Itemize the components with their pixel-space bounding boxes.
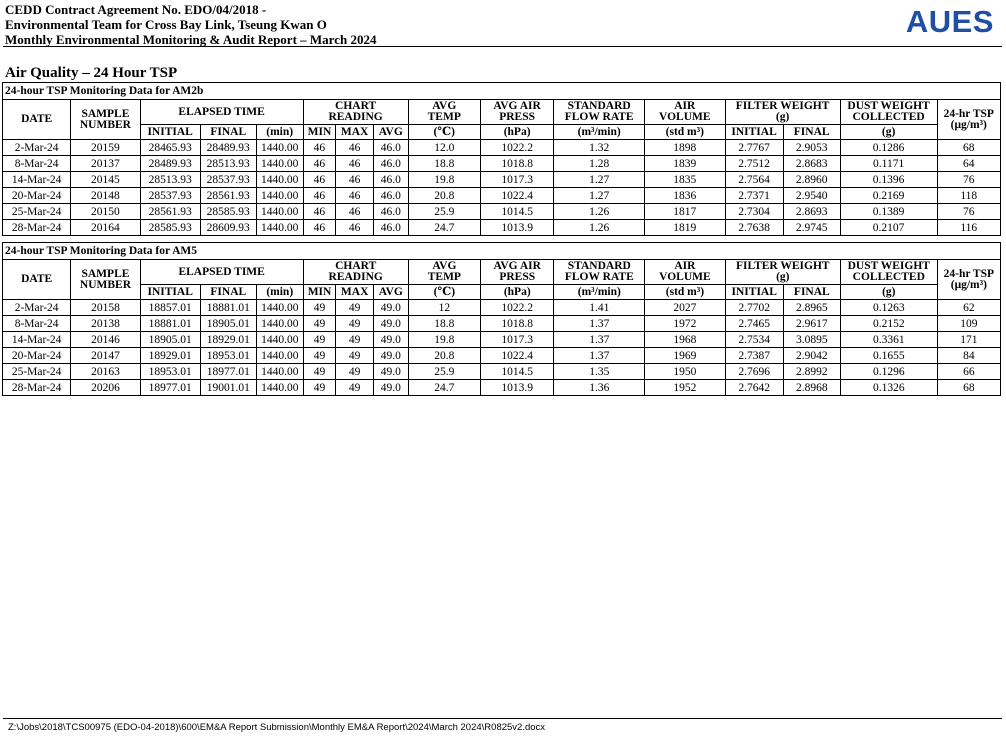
col-date: DATE <box>3 260 71 300</box>
table-row <box>3 188 1001 204</box>
col-press-unit: (hPa) <box>481 285 554 300</box>
table-row <box>3 348 1001 364</box>
col-filter-weight: FILTER WEIGHT (g) <box>725 100 840 125</box>
col-avg: AVG <box>374 285 409 300</box>
table-cell: 20158 <box>71 300 140 316</box>
table-cell: 1.27 <box>554 172 645 188</box>
table-cell: 1.37 <box>554 316 645 332</box>
table-cell: 1968 <box>645 332 726 348</box>
table-cell: 1022.2 <box>481 300 554 316</box>
col-min: MIN <box>303 285 336 300</box>
table-cell: 49.0 <box>374 348 409 364</box>
col-temp-unit: (℃) <box>408 125 480 140</box>
table-row <box>3 172 1001 188</box>
table-cell: 1440.00 <box>256 380 303 396</box>
table-cell: 28609.93 <box>200 220 256 236</box>
table-cell: 46 <box>303 204 336 220</box>
table-cell: 49 <box>336 364 374 380</box>
col-sample-number: SAMPLE NUMBER <box>71 260 140 300</box>
table-cell: 20147 <box>71 348 140 364</box>
table-row <box>3 364 1001 380</box>
table-cell: 28585.93 <box>140 220 200 236</box>
table-cell: 171 <box>937 332 1000 348</box>
table-cell: 1014.5 <box>481 364 554 380</box>
table-cell: 28-Mar-24 <box>3 220 71 236</box>
table-cell: 49 <box>303 364 336 380</box>
table-cell: 46 <box>336 204 374 220</box>
table-cell: 18977.01 <box>200 364 256 380</box>
table-cell: 46 <box>303 156 336 172</box>
table-cell: 19.8 <box>408 172 480 188</box>
table-cell: 0.1296 <box>840 364 937 380</box>
table-cell: 2.7387 <box>725 348 783 364</box>
col-final: FINAL <box>200 125 256 140</box>
table-cell: 1836 <box>645 188 726 204</box>
table-cell: 8-Mar-24 <box>3 316 71 332</box>
table-cell: 20-Mar-24 <box>3 188 71 204</box>
table-cell: 1.27 <box>554 188 645 204</box>
file-path-footer: Z:\Jobs\2018\TCS00975 (EDO-04-2018)\600\EM&A Report Submission\Monthly EM&A Report\2024\March 2024\R0825v2.docx <box>8 722 546 733</box>
table-cell: 20.8 <box>408 348 480 364</box>
col-standard-flow-rate: STANDARD FLOW RATE <box>554 260 645 285</box>
table-cell: 1014.5 <box>480 204 553 220</box>
table-cell: 1950 <box>645 364 726 380</box>
table-cell: 66 <box>937 364 1000 380</box>
table-cell: 28585.93 <box>200 204 256 220</box>
table-cell: 0.1326 <box>840 380 937 396</box>
col-dust-weight: DUST WEIGHT COLLECTED <box>840 100 937 125</box>
table-row <box>3 332 1001 348</box>
table-cell: 68 <box>937 380 1000 396</box>
table-cell: 1440.00 <box>256 364 303 380</box>
table-cell: 46 <box>303 188 336 204</box>
table-cell: 2.8683 <box>783 156 840 172</box>
table-cell: 20145 <box>71 172 140 188</box>
table-cell: 20206 <box>71 380 140 396</box>
table-cell: 2.7767 <box>725 140 783 156</box>
tsp-table-1 <box>2 82 1001 236</box>
table-cell: 1.36 <box>554 380 645 396</box>
table-cell: 1017.3 <box>481 332 554 348</box>
table-cell: 118 <box>937 188 1000 204</box>
table-cell: 2.8960 <box>783 172 840 188</box>
table-cell: 28537.93 <box>200 172 256 188</box>
table-cell: 19.8 <box>408 332 480 348</box>
table-cell: 2.9042 <box>783 348 840 364</box>
table-cell: 24.7 <box>408 380 480 396</box>
col-chart-reading: CHART READING <box>303 100 408 125</box>
table-cell: 20163 <box>71 364 140 380</box>
table-cell: 2.7534 <box>725 332 783 348</box>
col-vol-unit: (std m³) <box>645 125 726 140</box>
table-cell: 46 <box>336 140 374 156</box>
table-cell: 28513.93 <box>140 172 200 188</box>
col-standard-flow-rate: STANDARD FLOW RATE <box>554 100 645 125</box>
header-divider <box>3 46 1002 47</box>
col-fw-initial: INITIAL <box>725 125 783 140</box>
col-avg: AVG <box>373 125 408 140</box>
report-header <box>5 2 376 47</box>
table-cell: 1022.4 <box>480 188 553 204</box>
table-cell: 49.0 <box>374 316 409 332</box>
table-row <box>3 380 1001 396</box>
table-cell: 2.7702 <box>725 300 783 316</box>
table-cell: 46 <box>336 172 374 188</box>
table-cell: 49 <box>336 332 374 348</box>
col-sample-number: SAMPLE NUMBER <box>71 100 140 140</box>
table-cell: 62 <box>937 300 1000 316</box>
table-cell: 0.1286 <box>840 140 937 156</box>
table-cell: 46.0 <box>373 220 408 236</box>
table-cell: 76 <box>937 204 1000 220</box>
table-cell: 20164 <box>71 220 140 236</box>
table-cell: 25.9 <box>408 364 480 380</box>
table-cell: 20150 <box>71 204 140 220</box>
table-cell: 1.26 <box>554 204 645 220</box>
table-cell: 1440.00 <box>256 156 303 172</box>
table-cell: 2.7465 <box>725 316 783 332</box>
table-cell: 1440.00 <box>256 204 303 220</box>
table-cell: 18929.01 <box>140 348 200 364</box>
table-cell: 28561.93 <box>140 204 200 220</box>
table-cell: 14-Mar-24 <box>3 332 71 348</box>
table-cell: 1017.3 <box>480 172 553 188</box>
table-cell: 49 <box>303 380 336 396</box>
table-cell: 1819 <box>645 220 726 236</box>
table-cell: 46.0 <box>373 204 408 220</box>
table-cell: 18.8 <box>408 316 480 332</box>
col-dust-unit: (g) <box>840 285 937 300</box>
table-cell: 28489.93 <box>200 140 256 156</box>
table-cell: 1.28 <box>554 156 645 172</box>
col-dust-weight: DUST WEIGHT COLLECTED <box>840 260 937 285</box>
table-cell: 1022.4 <box>481 348 554 364</box>
col-vol-unit: (std m³) <box>645 285 726 300</box>
col-avg-air-press: AVG AIR PRESS <box>480 100 553 125</box>
table-cell: 49 <box>336 348 374 364</box>
table-cell: 1.37 <box>554 332 645 348</box>
table-cell: 1013.9 <box>481 380 554 396</box>
table-cell: 49 <box>303 332 336 348</box>
table-cell: 20148 <box>71 188 140 204</box>
table-cell: 2-Mar-24 <box>3 300 71 316</box>
table-cell: 0.2152 <box>840 316 937 332</box>
col-flow-unit: (m³/min) <box>554 125 645 140</box>
table-cell: 2.7696 <box>725 364 783 380</box>
table-cell: 8-Mar-24 <box>3 156 71 172</box>
table-cell: 18881.01 <box>140 316 200 332</box>
col-avg-temp: AVG TEMP <box>408 260 480 285</box>
table-cell: 2.7512 <box>725 156 783 172</box>
aues-logo: AUES <box>905 4 994 39</box>
table-cell: 2.8693 <box>783 204 840 220</box>
table-cell: 20159 <box>71 140 140 156</box>
table-cell: 1013.9 <box>480 220 553 236</box>
table-cell: 12 <box>408 300 480 316</box>
table-cell: 1440.00 <box>256 172 303 188</box>
table-cell: 49.0 <box>374 332 409 348</box>
table-cell: 24.7 <box>408 220 480 236</box>
table-cell: 1.32 <box>554 140 645 156</box>
table-cell: 18881.01 <box>200 300 256 316</box>
table-cell: 1022.2 <box>480 140 553 156</box>
table-cell: 18953.01 <box>200 348 256 364</box>
col-dust-unit: (g) <box>840 125 937 140</box>
table-cell: 1952 <box>645 380 726 396</box>
table-cell: 2.7642 <box>725 380 783 396</box>
table-cell: 20.8 <box>408 188 480 204</box>
table-cell: 1440.00 <box>256 316 303 332</box>
table-cell: 2.9745 <box>783 220 840 236</box>
table-cell: 2.7564 <box>725 172 783 188</box>
table-cell: 28513.93 <box>200 156 256 172</box>
tsp-table-2 <box>2 242 1001 396</box>
table-cell: 20137 <box>71 156 140 172</box>
table-cell: 109 <box>937 316 1000 332</box>
col-filter-weight: FILTER WEIGHT (g) <box>725 260 840 285</box>
table-cell: 46 <box>336 220 374 236</box>
col-press-unit: (hPa) <box>480 125 553 140</box>
col-elapsed-time: ELAPSED TIME <box>140 100 303 125</box>
table-cell: 20138 <box>71 316 140 332</box>
col-air-volume: AIR VOLUME <box>645 260 726 285</box>
col-avg-air-press: AVG AIR PRESS <box>481 260 554 285</box>
header-line-2: Environmental Team for Cross Bay Link, Tseung Kwan O <box>5 17 327 32</box>
table-cell: 2027 <box>645 300 726 316</box>
col-min: MIN <box>303 125 336 140</box>
table-row <box>3 300 1001 316</box>
table-cell: 0.2107 <box>840 220 937 236</box>
table-cell: 1.35 <box>554 364 645 380</box>
table-cell: 1898 <box>645 140 726 156</box>
table-cell: 49 <box>336 300 374 316</box>
table-cell: 49 <box>303 300 336 316</box>
col-max: MAX <box>336 125 374 140</box>
table-cell: 3.0895 <box>783 332 840 348</box>
col-initial: INITIAL <box>140 125 200 140</box>
table-cell: 1440.00 <box>256 332 303 348</box>
table-caption: 24-hour TSP Monitoring Data for AM2b <box>3 83 1001 100</box>
col-avg-temp: AVG TEMP <box>408 100 480 125</box>
table-cell: 28537.93 <box>140 188 200 204</box>
col-fw-final: FINAL <box>783 285 840 300</box>
header-line-1: CEDD Contract Agreement No. EDO/04/2018 - <box>5 2 267 17</box>
table-cell: 1440.00 <box>256 220 303 236</box>
table-cell: 25-Mar-24 <box>3 204 71 220</box>
col-24hr-tsp: 24-hr TSP (μg/m³) <box>937 100 1000 140</box>
table-cell: 14-Mar-24 <box>3 172 71 188</box>
col-chart-reading: CHART READING <box>303 260 408 285</box>
table-cell: 2.8992 <box>783 364 840 380</box>
col-elapsed-time: ELAPSED TIME <box>140 260 303 285</box>
table-cell: 1018.8 <box>481 316 554 332</box>
table-cell: 46.0 <box>373 172 408 188</box>
col-final: FINAL <box>200 285 256 300</box>
table-cell: 46 <box>336 156 374 172</box>
col-air-volume: AIR VOLUME <box>645 100 726 125</box>
col-min-unit: (min) <box>256 125 303 140</box>
table-cell: 46 <box>303 220 336 236</box>
table-cell: 12.0 <box>408 140 480 156</box>
table-cell: 46.0 <box>373 140 408 156</box>
table-cell: 2.7371 <box>725 188 783 204</box>
col-date: DATE <box>3 100 71 140</box>
table-cell: 49 <box>336 316 374 332</box>
table-cell: 0.1263 <box>840 300 937 316</box>
table-cell: 46 <box>303 172 336 188</box>
table-cell: 1440.00 <box>256 348 303 364</box>
table-cell: 20146 <box>71 332 140 348</box>
header-line-3: Monthly Environmental Monitoring & Audit Report – March 2024 <box>5 32 377 47</box>
col-24hr-tsp: 24-hr TSP (μg/m³) <box>937 260 1000 300</box>
table-cell: 2-Mar-24 <box>3 140 71 156</box>
table-cell: 0.2169 <box>840 188 937 204</box>
table-cell: 19001.01 <box>200 380 256 396</box>
table-cell: 18857.01 <box>140 300 200 316</box>
table-cell: 1969 <box>645 348 726 364</box>
table-cell: 1440.00 <box>256 140 303 156</box>
table-cell: 28-Mar-24 <box>3 380 71 396</box>
table-cell: 46 <box>303 140 336 156</box>
table-cell: 49.0 <box>374 364 409 380</box>
col-fw-final: FINAL <box>783 125 840 140</box>
table-cell: 0.1655 <box>840 348 937 364</box>
col-max: MAX <box>336 285 374 300</box>
table-cell: 2.9540 <box>783 188 840 204</box>
table-cell: 84 <box>937 348 1000 364</box>
table-cell: 2.9617 <box>783 316 840 332</box>
table-cell: 18.8 <box>408 156 480 172</box>
table-cell: 116 <box>937 220 1000 236</box>
table-row <box>3 220 1001 236</box>
table-cell: 18977.01 <box>140 380 200 396</box>
table-cell: 1817 <box>645 204 726 220</box>
table-cell: 46 <box>336 188 374 204</box>
table-cell: 1.26 <box>554 220 645 236</box>
table-cell: 2.8965 <box>783 300 840 316</box>
table-cell: 1835 <box>645 172 726 188</box>
table-cell: 20-Mar-24 <box>3 348 71 364</box>
table-cell: 2.7304 <box>725 204 783 220</box>
footer-divider <box>3 718 1002 719</box>
col-initial: INITIAL <box>140 285 200 300</box>
table-cell: 28489.93 <box>140 156 200 172</box>
col-fw-initial: INITIAL <box>725 285 783 300</box>
table-cell: 18905.01 <box>140 332 200 348</box>
table-cell: 46.0 <box>373 156 408 172</box>
table-cell: 1440.00 <box>256 188 303 204</box>
table-cell: 18953.01 <box>140 364 200 380</box>
table-cell: 0.3361 <box>840 332 937 348</box>
table-cell: 64 <box>937 156 1000 172</box>
table-row <box>3 156 1001 172</box>
table-caption: 24-hour TSP Monitoring Data for AM5 <box>3 243 1001 260</box>
table-cell: 68 <box>937 140 1000 156</box>
table-cell: 2.7638 <box>725 220 783 236</box>
table-cell: 1018.8 <box>480 156 553 172</box>
table-cell: 18929.01 <box>200 332 256 348</box>
table-cell: 49.0 <box>374 300 409 316</box>
table-cell: 28561.93 <box>200 188 256 204</box>
table-cell: 0.1389 <box>840 204 937 220</box>
table-cell: 0.1171 <box>840 156 937 172</box>
table-cell: 18905.01 <box>200 316 256 332</box>
col-min-unit: (min) <box>256 285 303 300</box>
section-title: Air Quality – 24 Hour TSP <box>5 65 178 81</box>
table-row <box>3 140 1001 156</box>
table-row <box>3 316 1001 332</box>
table-row <box>3 204 1001 220</box>
table-cell: 28465.93 <box>140 140 200 156</box>
col-flow-unit: (m³/min) <box>554 285 645 300</box>
col-temp-unit: (℃) <box>408 285 480 300</box>
table-cell: 49 <box>303 348 336 364</box>
table-cell: 1839 <box>645 156 726 172</box>
table-cell: 49 <box>336 380 374 396</box>
table-cell: 2.9053 <box>783 140 840 156</box>
table-cell: 49.0 <box>374 380 409 396</box>
table-cell: 1972 <box>645 316 726 332</box>
table-cell: 1440.00 <box>256 300 303 316</box>
table-cell: 1.41 <box>554 300 645 316</box>
table-cell: 25.9 <box>408 204 480 220</box>
table-cell: 46.0 <box>373 188 408 204</box>
table-cell: 76 <box>937 172 1000 188</box>
table-cell: 0.1396 <box>840 172 937 188</box>
table-cell: 1.37 <box>554 348 645 364</box>
table-cell: 2.8968 <box>783 380 840 396</box>
table-cell: 49 <box>303 316 336 332</box>
table-cell: 25-Mar-24 <box>3 364 71 380</box>
